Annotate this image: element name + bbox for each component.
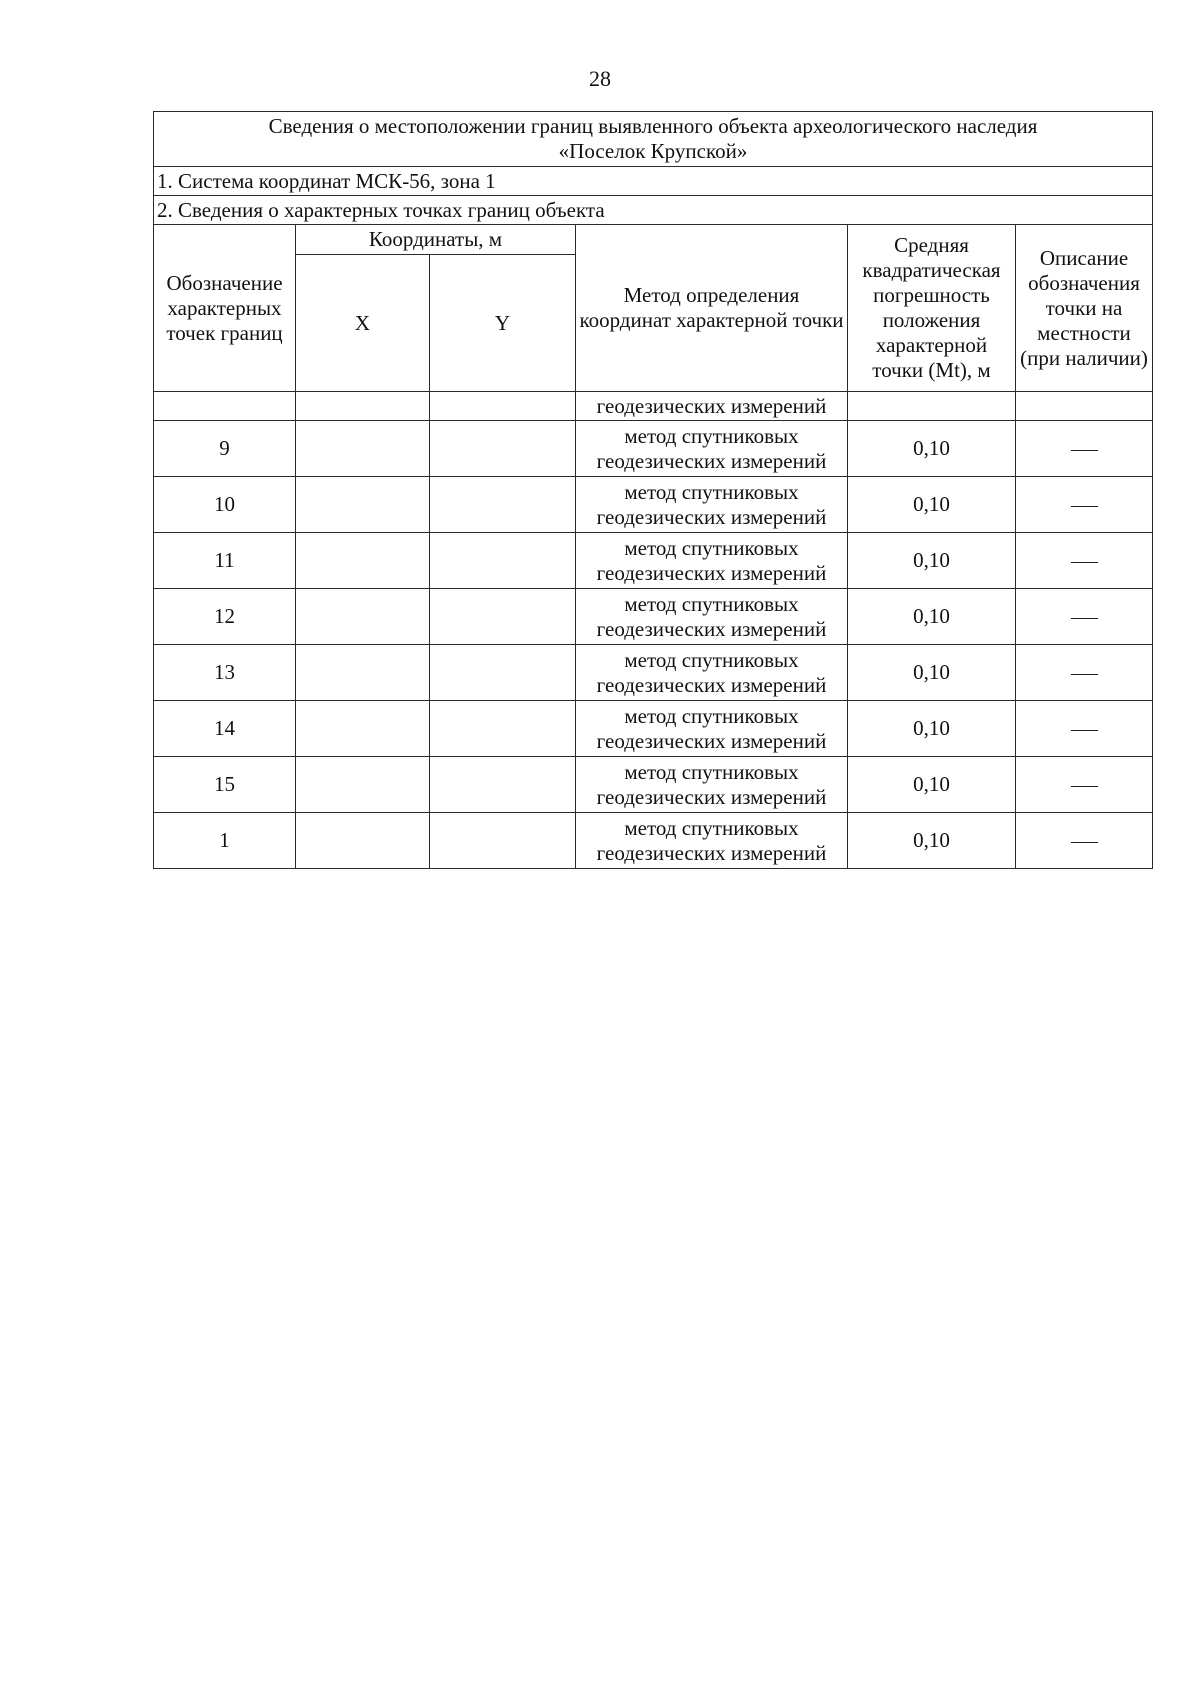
error-cell: 0,10 (848, 533, 1016, 589)
description-cell (1016, 701, 1153, 757)
method-line-2: геодезических измерений (596, 448, 827, 473)
description-cell (1016, 645, 1153, 701)
x-cell (296, 813, 430, 869)
continuation-method-cell: геодезических измерений (576, 392, 848, 421)
method-cell (576, 589, 848, 645)
header-mean-error: Средняя квадратическая погрешность положения характерной точки (Mt), м (848, 225, 1016, 392)
method-line-2: геодезических измерений (596, 784, 827, 809)
method-line-2: геодезических измерений (596, 672, 827, 697)
dash-mark (1071, 618, 1098, 619)
method-line-1: метод спутниковых (624, 815, 799, 840)
x-cell (296, 757, 430, 813)
method-cell (576, 757, 848, 813)
continuation-point-cell (154, 392, 296, 421)
method-line-1: метод спутниковых (624, 647, 799, 672)
continuation-error-cell (848, 392, 1016, 421)
y-cell (430, 813, 576, 869)
table-row (154, 645, 1153, 701)
description-cell (1016, 533, 1153, 589)
method-line-1: метод спутниковых (624, 479, 799, 504)
header-coordinates: Координаты, м (296, 225, 576, 255)
error-cell: 0,10 (848, 813, 1016, 869)
continuation-y-cell (430, 392, 576, 421)
header-method: Метод определения координат характерной точки (576, 225, 848, 392)
method-line-1: метод спутниковых (624, 591, 799, 616)
x-cell (296, 645, 430, 701)
point-cell: 12 (154, 589, 296, 645)
table-title (154, 112, 1153, 167)
page-number: 28 (589, 66, 611, 91)
point-cell: 13 (154, 645, 296, 701)
continuation-x-cell (296, 392, 430, 421)
method-line-2: геодезических измерений (596, 504, 827, 529)
table-row (154, 421, 1153, 477)
table-row (154, 701, 1153, 757)
description-cell (1016, 813, 1153, 869)
x-cell (296, 421, 430, 477)
header-point-designation: Обозначение характерных точек границ (154, 225, 296, 392)
point-cell: 9 (154, 421, 296, 477)
point-cell: 14 (154, 701, 296, 757)
y-cell (430, 645, 576, 701)
dash-mark (1071, 562, 1098, 563)
error-cell: 0,10 (848, 589, 1016, 645)
dash-mark (1071, 674, 1098, 675)
continuation-row (154, 392, 1153, 421)
x-cell (296, 533, 430, 589)
error-cell: 0,10 (848, 421, 1016, 477)
boundary-points-table (153, 111, 1153, 869)
dash-mark (1071, 506, 1098, 507)
dash-mark (1071, 786, 1098, 787)
table-title-line-2: «Поселок Крупской» (558, 139, 748, 163)
dash-mark (1071, 842, 1098, 843)
point-cell: 10 (154, 477, 296, 533)
header-x: X (296, 255, 430, 392)
table-row (154, 589, 1153, 645)
method-cell (576, 701, 848, 757)
description-cell (1016, 589, 1153, 645)
description-cell (1016, 421, 1153, 477)
method-line-1: метод спутниковых (624, 423, 799, 448)
error-cell: 0,10 (848, 701, 1016, 757)
y-cell (430, 533, 576, 589)
continuation-description-cell (1016, 392, 1153, 421)
error-cell: 0,10 (848, 645, 1016, 701)
method-line-1: метод спутниковых (624, 759, 799, 784)
method-line-1: метод спутниковых (624, 535, 799, 560)
y-cell (430, 589, 576, 645)
table-title-line-1: Сведения о местоположении границ выявленного объекта археологического наследия (268, 114, 1038, 138)
y-cell (430, 701, 576, 757)
point-cell: 11 (154, 533, 296, 589)
point-cell: 1 (154, 813, 296, 869)
method-line-1: метод спутниковых (624, 703, 799, 728)
y-cell (430, 477, 576, 533)
error-cell: 0,10 (848, 757, 1016, 813)
boundary-points-section-row: 2. Сведения о характерных точках границ объекта (154, 196, 1153, 225)
x-cell (296, 477, 430, 533)
method-cell (576, 645, 848, 701)
header-description: Описание обозначения точки на местности (при наличии) (1016, 225, 1153, 392)
method-line-2: геодезических измерений (596, 560, 827, 585)
error-cell: 0,10 (848, 477, 1016, 533)
dash-mark (1071, 450, 1098, 451)
header-y: Y (430, 255, 576, 392)
method-cell (576, 813, 848, 869)
y-cell (430, 757, 576, 813)
method-line-2: геодезических измерений (596, 616, 827, 641)
method-cell (576, 477, 848, 533)
method-line-2: геодезических измерений (596, 728, 827, 753)
description-cell (1016, 757, 1153, 813)
method-cell (576, 533, 848, 589)
method-cell (576, 421, 848, 477)
coordinate-system-row: 1. Система координат МСК-56, зона 1 (154, 167, 1153, 196)
table-row (154, 757, 1153, 813)
x-cell (296, 701, 430, 757)
table-row (154, 533, 1153, 589)
y-cell (430, 421, 576, 477)
x-cell (296, 589, 430, 645)
description-cell (1016, 477, 1153, 533)
table-row (154, 813, 1153, 869)
point-cell: 15 (154, 757, 296, 813)
dash-mark (1071, 730, 1098, 731)
table-row (154, 477, 1153, 533)
method-line-2: геодезических измерений (596, 840, 827, 865)
